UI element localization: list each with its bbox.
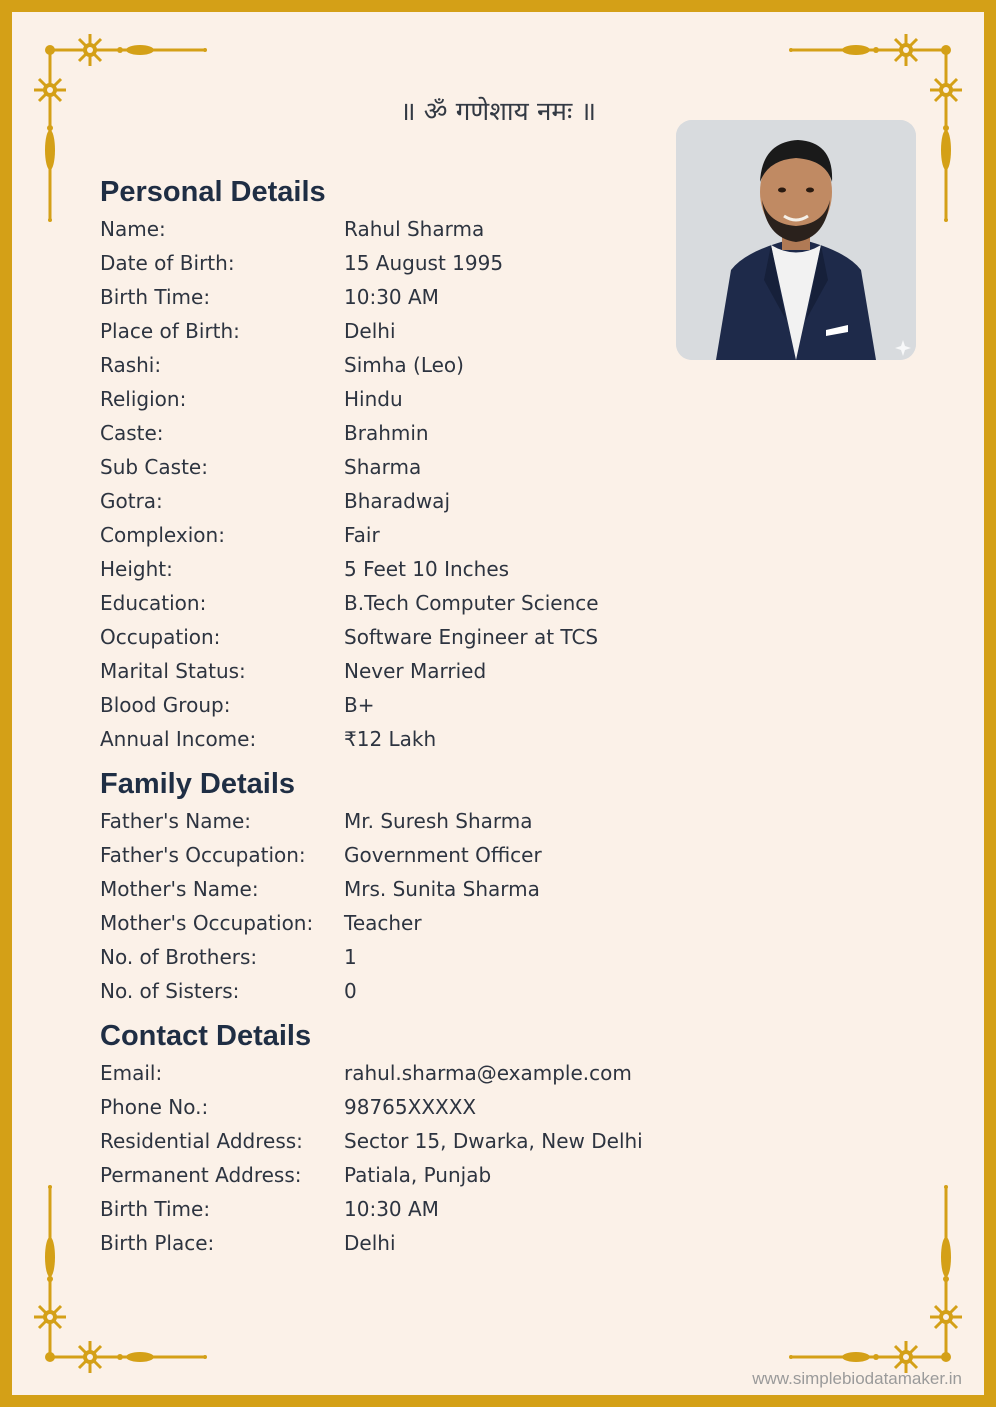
detail-label: Education: [100, 591, 207, 615]
detail-value: Patiala, Punjab [344, 1163, 492, 1187]
detail-label: Sub Caste: [100, 455, 208, 479]
detail-value: B.Tech Computer Science [344, 591, 599, 615]
detail-value: Brahmin [344, 421, 429, 445]
biodata-page [12, 12, 984, 1395]
detail-row [100, 518, 700, 552]
detail-value: Delhi [344, 1231, 396, 1255]
detail-value: Teacher [344, 911, 422, 935]
detail-row [100, 872, 700, 906]
detail-label: Name: [100, 217, 166, 241]
detail-label: Birth Time: [100, 285, 211, 309]
detail-row [100, 552, 700, 586]
detail-row [100, 1192, 700, 1226]
detail-row [100, 382, 700, 416]
detail-value: B+ [344, 693, 375, 717]
detail-value: Delhi [344, 319, 396, 343]
watermark: www.simplebiodatamaker.in [752, 1369, 962, 1388]
biodata-content [100, 170, 700, 1260]
detail-row [100, 450, 700, 484]
detail-value: rahul.sharma@example.com [344, 1061, 632, 1085]
detail-label: Height: [100, 557, 173, 581]
detail-row [100, 348, 700, 382]
detail-row [100, 620, 700, 654]
detail-label: Marital Status: [100, 659, 246, 683]
detail-row [100, 906, 700, 940]
detail-row [100, 974, 700, 1008]
detail-label: Mother's Occupation: [100, 911, 314, 935]
detail-row [100, 688, 700, 722]
detail-value: 98765XXXXX [344, 1095, 477, 1119]
detail-row [100, 212, 700, 246]
detail-label: Father's Occupation: [100, 843, 306, 867]
detail-value: Never Married [344, 659, 487, 683]
detail-label: Permanent Address: [100, 1163, 302, 1187]
detail-label: Birth Time: [100, 1197, 211, 1221]
detail-label: Gotra: [100, 489, 163, 513]
detail-row [100, 586, 700, 620]
contact-details-section [100, 1016, 700, 1260]
detail-value: Rahul Sharma [344, 217, 485, 241]
detail-label: No. of Sisters: [100, 979, 240, 1003]
detail-row [100, 1158, 700, 1192]
detail-value: 15 August 1995 [344, 251, 504, 275]
detail-label: Caste: [100, 421, 164, 445]
detail-row [100, 654, 700, 688]
detail-row [100, 484, 700, 518]
detail-value: Government Officer [344, 843, 542, 867]
detail-label: Phone No.: [100, 1095, 209, 1119]
detail-label: No. of Brothers: [100, 945, 258, 969]
section-title: Personal Details [100, 176, 326, 208]
detail-row [100, 314, 700, 348]
detail-row [100, 1124, 700, 1158]
detail-row [100, 246, 700, 280]
detail-row [100, 1056, 700, 1090]
detail-label: Birth Place: [100, 1231, 215, 1255]
detail-value: 0 [344, 979, 357, 1003]
detail-row [100, 280, 700, 314]
family-details-section [100, 764, 700, 1008]
mantra-heading: ॥ ॐ गणेशाय नमः ॥ [399, 97, 597, 127]
detail-label: Date of Birth: [100, 251, 235, 275]
detail-value: Fair [344, 523, 380, 547]
detail-value: 5 Feet 10 Inches [344, 557, 510, 581]
detail-label: Residential Address: [100, 1129, 303, 1153]
profile-photo [676, 120, 916, 360]
detail-label: Blood Group: [100, 693, 231, 717]
detail-value: Sharma [344, 455, 422, 479]
detail-value: 10:30 AM [344, 285, 439, 309]
section-title: Contact Details [100, 1020, 312, 1052]
detail-value: Hindu [344, 387, 403, 411]
detail-row [100, 804, 700, 838]
detail-value: Sector 15, Dwarka, New Delhi [344, 1129, 643, 1153]
personal-details-section [100, 172, 700, 756]
detail-value: Software Engineer at TCS [344, 625, 599, 649]
detail-row [100, 1090, 700, 1124]
detail-label: Annual Income: [100, 727, 257, 751]
detail-label: Rashi: [100, 353, 162, 377]
detail-value: ₹12 Lakh [344, 727, 437, 751]
detail-row [100, 416, 700, 450]
detail-value: Bharadwaj [344, 489, 450, 513]
detail-row [100, 838, 700, 872]
detail-label: Occupation: [100, 625, 221, 649]
detail-row [100, 940, 700, 974]
corner-ornament-icon [756, 1167, 976, 1387]
detail-value: Mr. Suresh Sharma [344, 809, 533, 833]
detail-label: Place of Birth: [100, 319, 240, 343]
detail-row [100, 722, 700, 756]
detail-value: 1 [344, 945, 357, 969]
detail-label: Religion: [100, 387, 187, 411]
detail-label: Mother's Name: [100, 877, 259, 901]
detail-value: Simha (Leo) [344, 353, 464, 377]
section-title: Family Details [100, 768, 296, 800]
detail-row [100, 1226, 700, 1260]
detail-label: Complexion: [100, 523, 225, 547]
detail-label: Email: [100, 1061, 163, 1085]
detail-label: Father's Name: [100, 809, 251, 833]
detail-value: Mrs. Sunita Sharma [344, 877, 540, 901]
detail-value: 10:30 AM [344, 1197, 439, 1221]
